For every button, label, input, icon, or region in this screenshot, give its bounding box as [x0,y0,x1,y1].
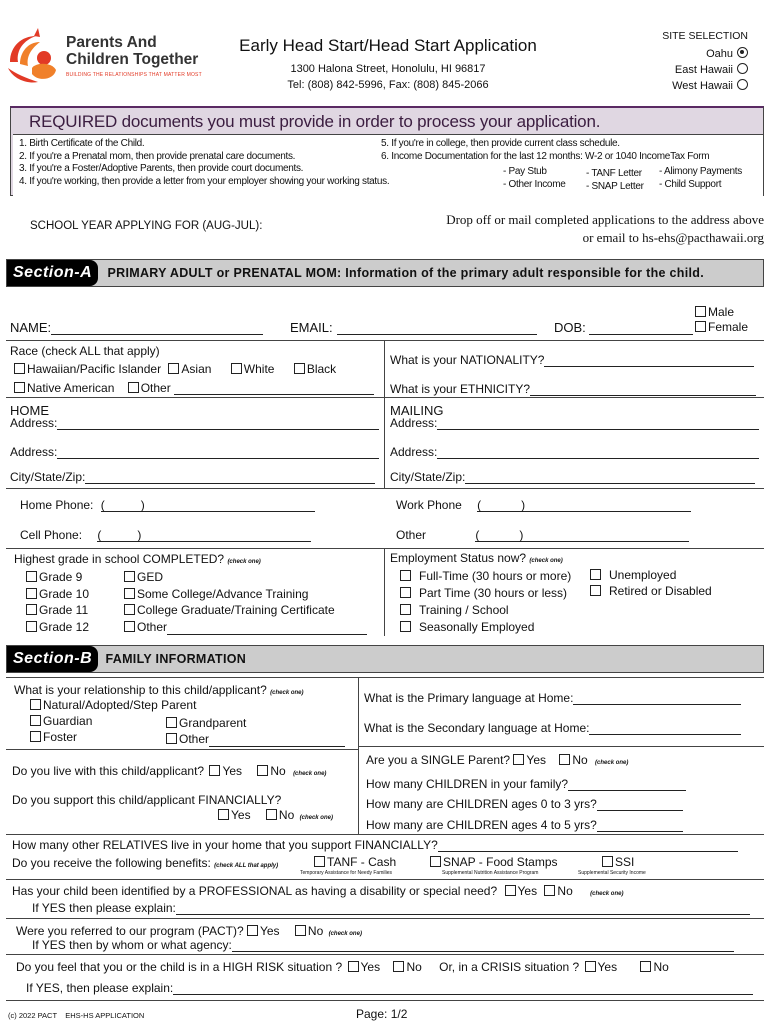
name-field[interactable] [51,323,263,335]
home-phone-label: Home Phone: [20,498,94,512]
children-count-field[interactable] [568,779,686,791]
site-west-hawaii[interactable]: West Hawaii [662,78,748,94]
race-note: (check ALL that apply) [41,344,160,358]
referred-who-field[interactable] [232,940,734,952]
referred-check-one: (check one) [328,931,362,937]
female-checkbox[interactable] [695,321,706,332]
site-selection-label: SITE SELECTION [662,30,748,42]
single-parent-label: Are you a SINGLE Parent? [366,753,511,767]
email-label: EMAIL: [290,320,333,335]
race-hawaiian[interactable]: Hawaiian/Pacific Islander [14,362,161,376]
radio-oahu[interactable] [737,47,748,58]
race-asian[interactable]: Asian [168,362,211,376]
emp-training[interactable]: Training / School [400,602,571,619]
req-alimony: - Alimony Payments [659,166,742,177]
req-item-5: 5. If you're in college, then provide current class schedule. [381,138,620,149]
home-address2-field[interactable] [57,447,379,459]
home-csz-field[interactable] [85,472,375,484]
crisis-yes[interactable]: Yes [585,960,618,974]
org-name-line1: Parents And [66,34,157,51]
race-black[interactable]: Black [294,362,336,376]
org-tagline: BUILDING THE RELATIONSHIPS THAT MATTER MOST [66,72,202,78]
req-item-2: 2. If you're a Prenatal mom, then provide prenatal care documents. [19,150,296,162]
footer-copyright: (c) 2022 PACT EHS-HS APPLICATION [8,1011,145,1020]
dropoff-line1: Drop off or mail completed applications to the address above [446,212,764,227]
ssi-subtitle: Supplemental Security Income [578,870,646,876]
risk-yes[interactable]: Yes [348,960,381,974]
pact-logo-icon [4,28,62,86]
req-child-support: - Child Support [659,179,722,190]
cell-phone-label: Cell Phone: [20,528,83,542]
nationality-label: What is your NATIONALITY? [390,353,545,367]
mail-address2-field[interactable] [437,447,759,459]
relationship-check-one: (check one) [270,690,304,696]
crisis-no[interactable]: No [640,960,668,974]
support-yes[interactable]: Yes [218,808,251,822]
radio-west-hawaii[interactable] [737,79,748,90]
req-item-3: 3. If you're a Foster/Adoptive Parents, then provide court documents. [19,163,304,174]
gender-male[interactable]: Male [695,305,748,320]
mail-address2-label: Address: [390,445,438,459]
form-title: Early Head Start/Head Start Application [239,36,537,55]
race-white[interactable]: White [231,362,275,376]
mail-csz-field[interactable] [465,472,755,484]
mailing-label: MAILING [390,403,444,418]
children-4-5-label: How many are CHILDREN ages 4 to 5 yrs? [366,818,597,832]
ethnicity-field[interactable] [530,384,756,396]
mail-csz-label: City/State/Zip: [390,470,466,484]
org-phone: Tel: (808) 842-5996, Fax: (808) 845-2066 [287,79,489,91]
home-csz-label: City/State/Zip: [10,470,86,484]
dropoff-line2: or email to hs-ehs@pacthawaii.org [582,230,764,245]
referred-yes[interactable]: Yes [247,924,280,938]
risk-label: Do you feel that you or the child is in a HIGH RISK situation ? [16,960,343,974]
section-a-title: PRIMARY ADULT or PRENATAL MOM: Information of the primary adult responsible for the child. [107,266,704,280]
professional-explain-label: If YES then please explain: [32,901,176,915]
risk-explain-field[interactable] [173,983,753,995]
dob-field[interactable] [589,323,693,335]
section-b-header [6,645,764,673]
grade-12[interactable]: Grade 12 [26,619,89,636]
professional-yes[interactable]: Yes [505,884,538,898]
org-logo [4,28,214,88]
single-no[interactable]: No [559,753,587,767]
home-address1-label: Address: [10,416,58,430]
live-yes[interactable]: Yes [209,764,242,778]
children-0-3-label: How many are CHILDREN ages 0 to 3 yrs? [366,797,597,811]
mail-address1-label: Address: [390,416,438,430]
cell-phone-field[interactable]: ( ) [97,530,311,542]
grade-other[interactable]: Other [124,619,367,636]
home-address2-label: Address: [10,445,58,459]
gender-female[interactable]: Female [695,320,748,335]
footer-page: Page: 1/2 [356,1007,408,1021]
grade-check-one: (check one) [227,559,261,565]
single-check-one: (check one) [595,760,629,766]
work-phone-field[interactable]: ( ) [477,500,691,512]
emp-seasonal[interactable]: Seasonally Employed [400,619,571,636]
single-yes[interactable]: Yes [513,753,546,767]
required-title: REQUIRED documents you must provide in order to process your application. [29,112,601,131]
rel-foster[interactable]: Foster [30,729,196,745]
req-tanf-letter: - TANF Letter [586,168,642,179]
org-name-line2: Children Together [66,51,199,68]
home-address1-field[interactable] [57,418,379,430]
race-other[interactable]: Other [128,381,171,395]
req-snap-letter: - SNAP Letter [586,181,644,192]
grade-question: Highest grade in school COMPLETED? [14,552,225,566]
benefit-snap[interactable]: SNAP - Food Stamps [430,855,558,869]
professional-check-one: (check one) [590,891,624,897]
primary-lang-field[interactable] [573,693,741,705]
primary-lang-label: What is the Primary language at Home: [364,691,574,705]
race-native[interactable]: Native American [14,381,114,395]
grade-11[interactable]: Grade 11 [26,602,89,619]
benefit-ssi[interactable]: SSI [602,855,634,869]
relationship-question: What is your relationship to this child/applicant? [14,683,267,697]
children-0-3-field[interactable] [597,799,683,811]
crisis-label: Or, in a CRISIS situation ? [439,960,580,974]
benefit-tanf[interactable]: TANF - Cash [314,855,396,869]
live-check-one: (check one) [293,771,327,777]
employment-question: Employment Status now? [390,551,527,565]
req-other-income: - Other Income [503,179,566,190]
site-east-hawaii[interactable]: East Hawaii [662,62,748,78]
benefits-label: Do you receive the following benefits: [12,856,211,870]
race-label: Race [10,344,39,358]
rel-other[interactable]: Other [166,731,345,747]
rel-other-field[interactable] [209,735,345,747]
grade-ged[interactable]: GED [124,569,367,586]
support-no[interactable]: No [266,808,294,822]
grade-some-college[interactable]: Some College/Advance Training [124,586,367,603]
grade-10[interactable]: Grade 10 [26,586,89,603]
site-selection [662,28,748,94]
work-phone-label: Work Phone [396,498,462,512]
required-documents [10,106,764,196]
section-b-tag: Section-B [7,646,98,672]
benefits-check-all: (check ALL that apply) [214,863,279,869]
rel-natural[interactable]: Natural/Adopted/Step Parent [30,697,196,713]
professional-explain-field[interactable] [176,903,750,915]
employment-check-one: (check one) [529,558,563,564]
emp-full-time[interactable]: Full-Time (30 hours or more) [400,568,571,585]
children-count-label: How many CHILDREN in your family? [366,777,569,791]
support-check-one: (check one) [299,815,333,821]
risk-explain-label: If YES, then please explain: [26,981,174,995]
children-4-5-field[interactable] [597,820,683,832]
req-pay-stub: - Pay Stub [503,166,547,177]
name-label: NAME: [10,320,52,335]
email-field[interactable] [337,323,537,335]
live-no[interactable]: No [257,764,285,778]
grade-college-graduate[interactable]: College Graduate/Training Certificate [124,602,367,619]
male-checkbox[interactable] [695,306,706,317]
home-label: HOME [10,403,49,418]
mail-address1-field[interactable] [437,418,759,430]
referred-no[interactable]: No [295,924,323,938]
snap-subtitle: Supplemental Nutrition Assistance Program [442,870,539,876]
emp-retired[interactable]: Retired or Disabled [590,584,712,600]
req-item-6: 6. Income Documentation for the last 12 months: W-2 or 1040 IncomeTax Form [381,150,710,162]
live-with-label: Do you live with this child/applicant? [12,764,205,778]
org-address: 1300 Halona Street, Honolulu, HI 96817 [290,63,486,75]
dob-label: DOB: [554,320,586,335]
emp-part-time[interactable]: Part Time (30 hours or less) [400,585,571,602]
tanf-subtitle: Temporary Assistance for Needy Families [300,870,392,876]
risk-no[interactable]: No [393,960,421,974]
race-other-field[interactable] [174,383,374,395]
support-label: Do you support this child/applicant FINANCIALLY? [12,793,282,807]
rel-guardian[interactable]: Guardian [30,713,196,729]
other-phone-label: Other [396,528,427,542]
grade-9[interactable]: Grade 9 [26,569,89,586]
other-phone-field[interactable]: ( ) [475,530,689,542]
school-year-label: SCHOOL YEAR APPLYING FOR (AUG-JUL): [30,220,263,232]
referred-who-label: If YES then by whom or what agency: [32,938,232,952]
site-oahu[interactable]: Oahu [662,46,748,62]
relatives-label: How many other RELATIVES live in your home that you support FINANCIALLY? [12,838,438,852]
secondary-lang-label: What is the Secondary language at Home: [364,721,590,735]
req-item-4: 4. If you're working, then provide a letter from your employer showing your working status. [19,175,390,187]
rel-grandparent[interactable]: Grandparent [166,715,345,731]
grade-other-field[interactable] [167,623,367,635]
radio-east-hawaii[interactable] [737,63,748,74]
home-phone-field[interactable]: ( ) [101,500,315,512]
relatives-field[interactable] [438,840,738,852]
section-a-header [6,259,764,287]
professional-label: Has your child been identified by a PROFESSIONAL as having a disability or special need? [12,884,498,898]
nationality-field[interactable] [544,355,754,367]
referred-label: Were you referred to our program (PACT)? [16,924,244,938]
section-a-tag: Section-A [7,260,98,286]
req-item-1: 1. Birth Certificate of the Child. [19,138,145,149]
secondary-lang-field[interactable] [589,723,741,735]
emp-unemployed[interactable]: Unemployed [590,568,712,584]
ethnicity-label: What is your ETHNICITY? [390,382,531,396]
section-b-title: FAMILY INFORMATION [105,652,247,666]
professional-no[interactable]: No [544,884,572,898]
